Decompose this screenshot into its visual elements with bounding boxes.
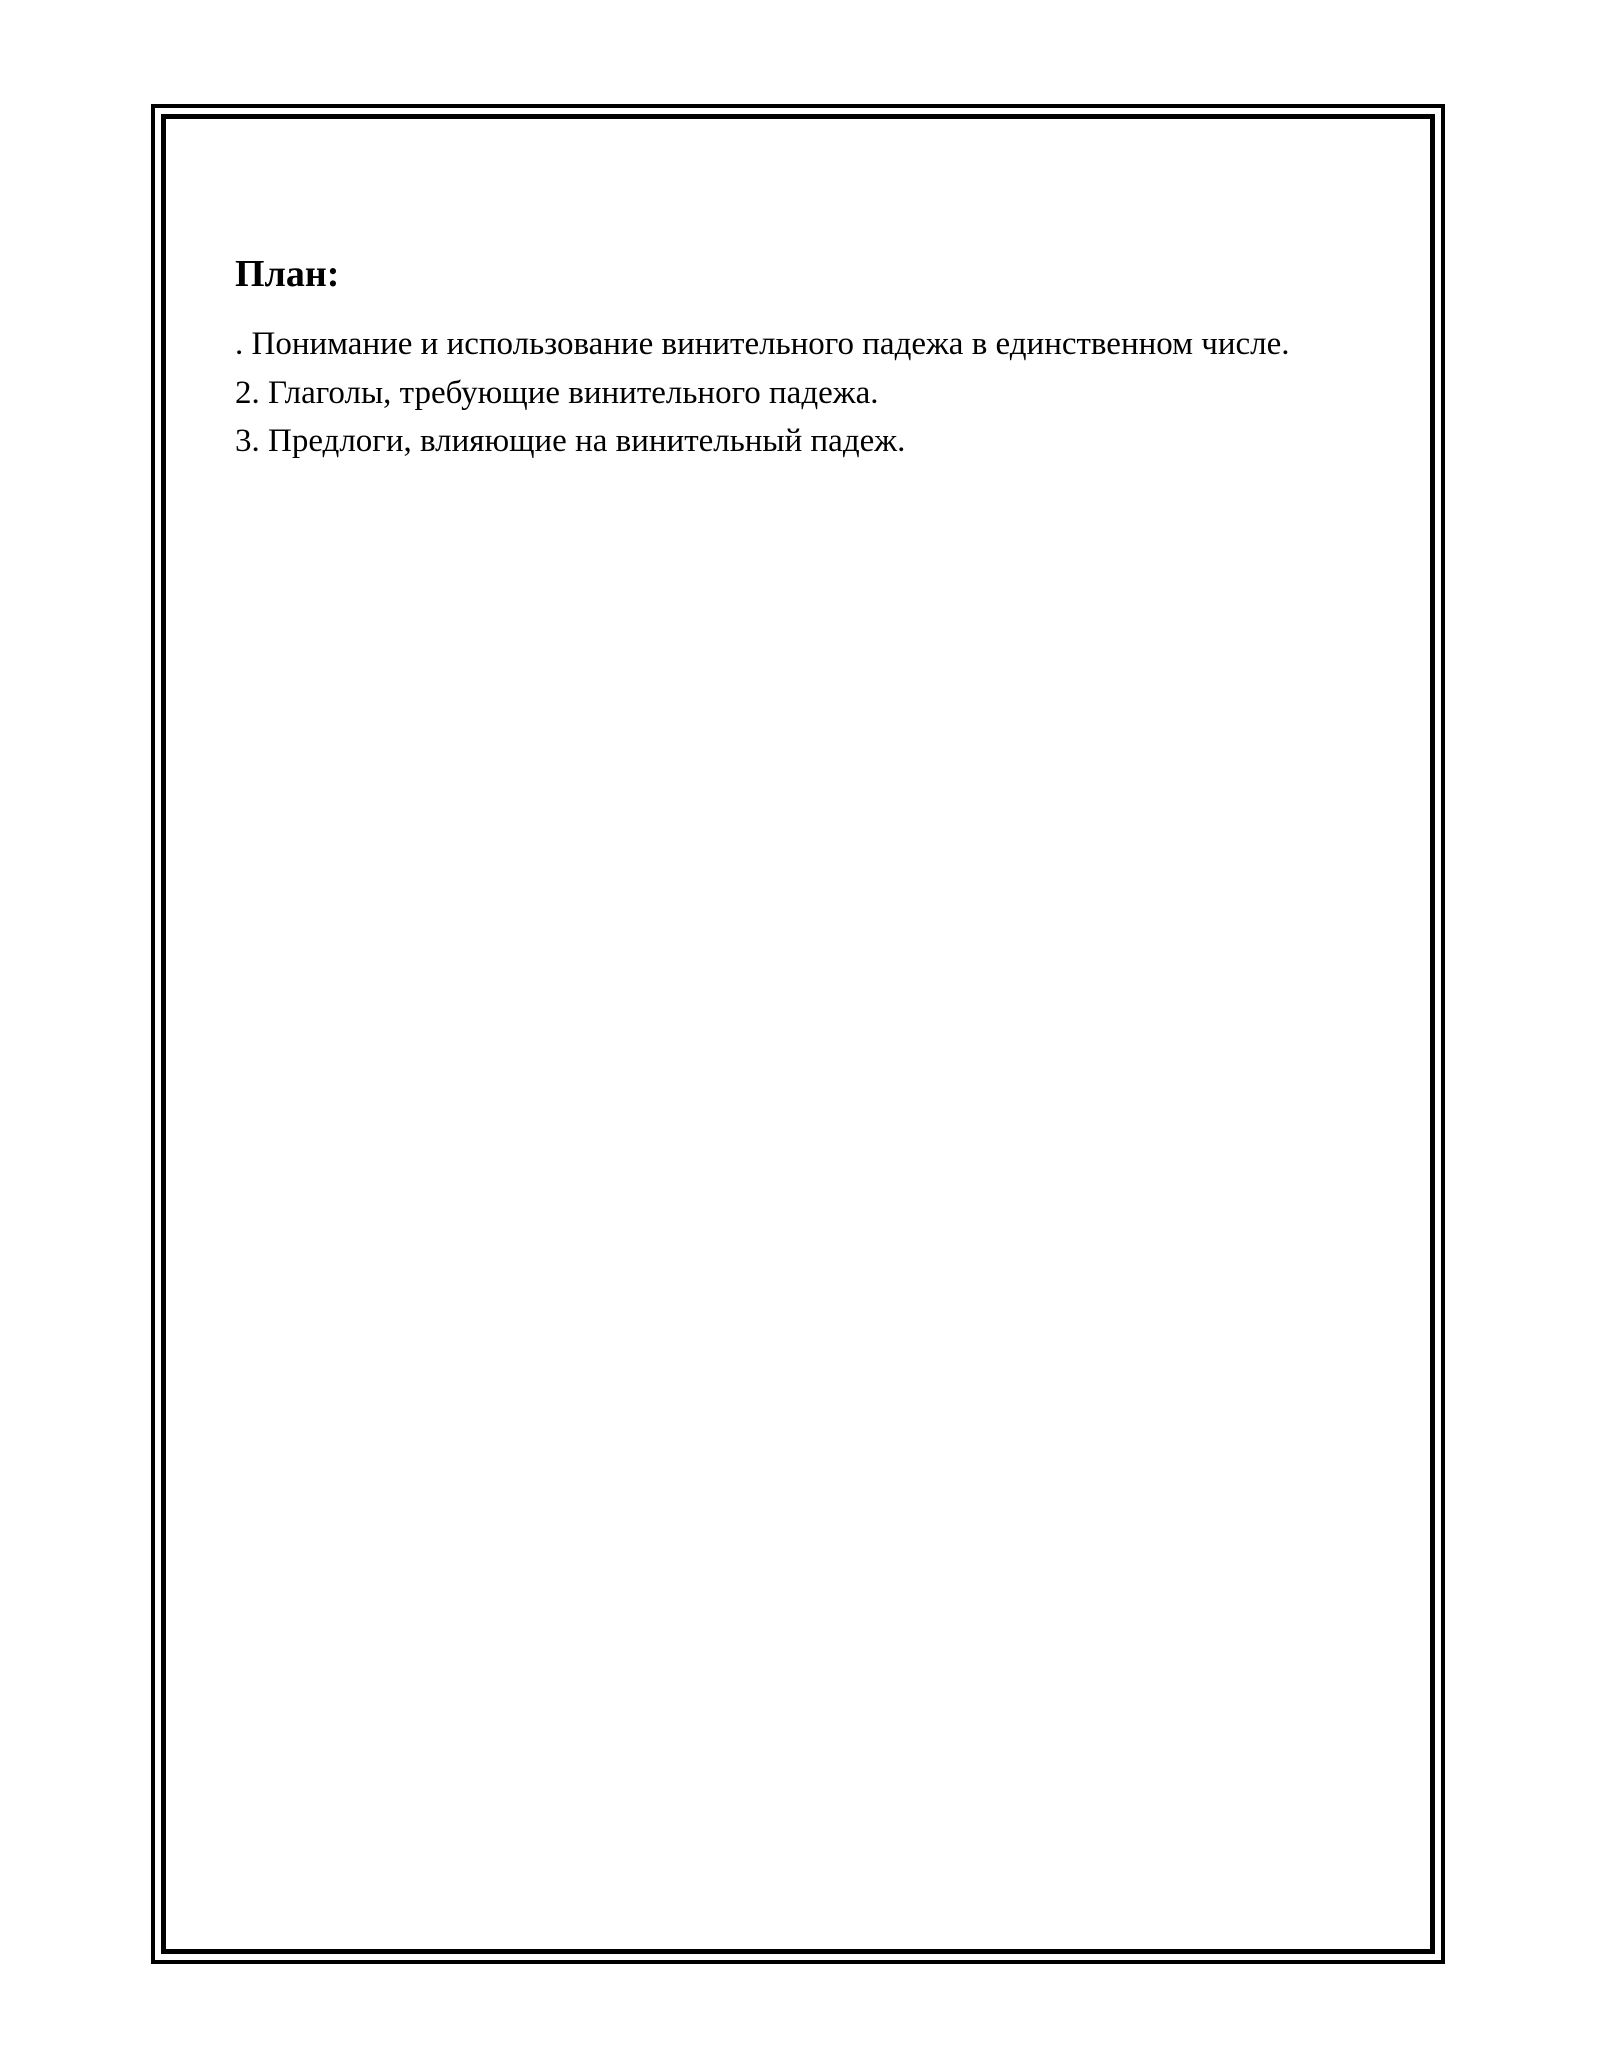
plan-heading: План: <box>235 253 340 295</box>
plan-item-3: 3. Предлоги, влияющие на винительный падеж. <box>235 423 906 459</box>
plan-item-1: . Понимание и использование винительного падежа в единственном числе. <box>235 326 1290 362</box>
plan-item-2: 2. Глаголы, требующие винительного падежа. <box>235 374 879 411</box>
page-content <box>235 250 1355 466</box>
plan-list <box>235 320 1355 466</box>
